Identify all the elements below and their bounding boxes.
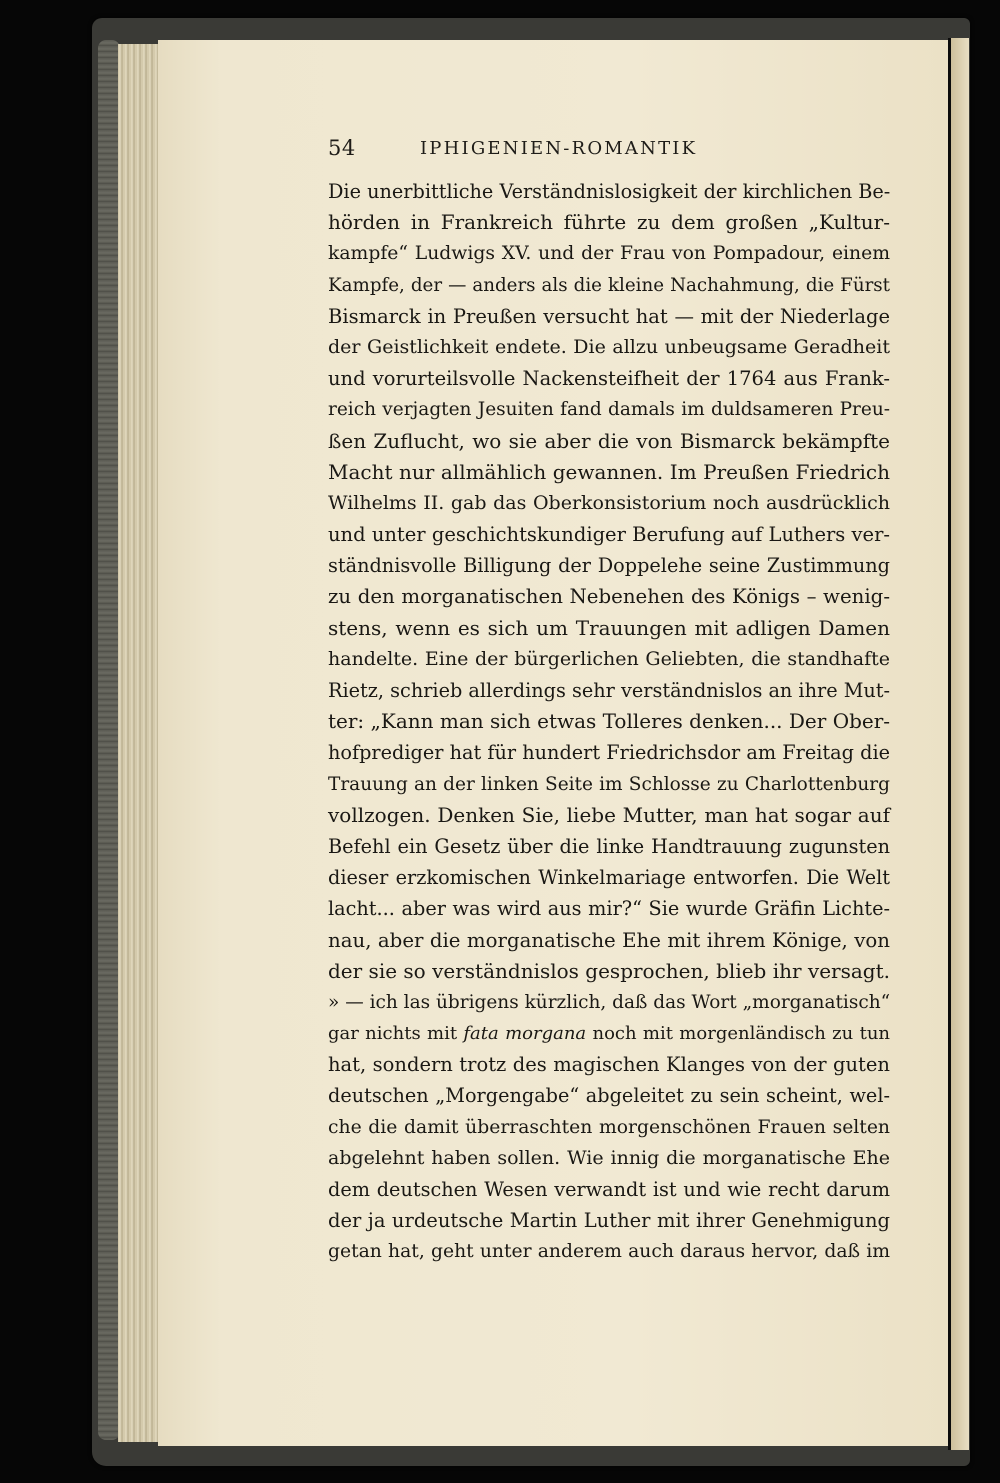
text-line (328, 176, 890, 207)
text-line (328, 862, 890, 893)
running-title: IPHIGENIEN-ROMANTIK (420, 138, 698, 159)
text-segment: der ja urdeutsche Martin Luther mit ihrer Genehmigung (328, 1209, 890, 1233)
text-line (328, 1205, 890, 1236)
text-segment: Befehl ein Gesetz über die linke Handtrauung zugunsten (328, 834, 890, 858)
text-line (328, 1143, 890, 1174)
italic-phrase: fata morgana (463, 1023, 587, 1045)
text-line (328, 426, 890, 457)
text-segment: dieser erzkomischen Winkelmariage entworfen. Die Welt (328, 866, 890, 890)
text-segment: Trauung an der linken Seite im Schlosse zu Charlottenburg (328, 773, 890, 795)
text-segment: » — ich las übrigens kürzlich, daß das Wort „morganatisch“ (328, 991, 891, 1013)
text-line (328, 581, 890, 612)
text-segment: Wilhelms II. gab das Oberkonsistorium noch ausdrücklich (328, 491, 890, 514)
text-segment: lacht... aber was wird aus mir?“ Sie wurde Gräfin Lichte- (328, 897, 890, 921)
text-segment: hofprediger hat für hundert Friedrichsdor am Freitag die (328, 741, 890, 765)
text-segment: noch mit morgenländisch zu tun (586, 1023, 890, 1045)
facing-page-edge (948, 38, 969, 1450)
text-line (328, 987, 890, 1018)
text-line (328, 394, 890, 425)
text-line (328, 363, 890, 394)
text-line (328, 769, 890, 800)
text-segment: reich verjagten Jesuiten fand damals im duldsameren Preu- (328, 399, 890, 421)
text-line (328, 301, 890, 332)
text-line (328, 675, 890, 706)
text-segment: zu den morganatischen Nebenehen des Königs – wenig- (328, 585, 890, 609)
text-line (328, 1080, 890, 1111)
text-segment: vollzogen. Denken Sie, liebe Mutter, man hat sogar auf (328, 802, 890, 827)
text-segment: deutschen „Morgengabe“ abgeleitet zu sein scheint, wel- (328, 1084, 890, 1108)
text-line (328, 737, 890, 768)
text-line (328, 706, 890, 737)
text-segment: ter: „Kann man sich etwas Tolleres denken... Der Ober- (328, 709, 891, 734)
text-segment: Rietz, schrieb allerdings sehr verständnislos an ihre Mut- (328, 679, 891, 702)
text-line (328, 1174, 890, 1205)
text-segment: kampfe“ Ludwigs XV. und der Frau von Pompadour, einem (328, 243, 890, 265)
text-line (328, 1049, 890, 1080)
text-line (328, 1018, 890, 1049)
text-segment: der Geistlichkeit endete. Die allzu unbeugsame Geradheit (328, 335, 890, 358)
text-line (328, 831, 890, 862)
text-line (328, 519, 890, 550)
text-line (328, 1236, 890, 1267)
text-line (328, 270, 890, 301)
text-line (328, 800, 890, 831)
text-line (328, 207, 890, 238)
text-line (328, 457, 890, 488)
text-line (328, 238, 890, 269)
text-segment: che die damit überraschten morgenschönen Frauen selten (328, 1116, 890, 1138)
text-segment: gar nichts mit (328, 1023, 464, 1045)
text-segment: der sie so verständnislos gesprochen, blieb ihr versagt. (328, 958, 890, 983)
text-segment: stens, wenn es sich um Trauungen mit adligen Damen (328, 615, 890, 640)
text-line (328, 644, 890, 675)
body-text (328, 176, 890, 1268)
page-header (328, 128, 888, 164)
text-segment: hat, sondern trotz des magischen Klanges von der guten (328, 1053, 890, 1077)
text-segment: Die unerbittliche Verständnislosigkeit der kirchlichen Be- (328, 180, 891, 203)
text-segment: Bismarck in Preußen versucht hat — mit der Niederlage (328, 304, 890, 328)
text-segment: ßen Zuflucht, wo sie aber die von Bismarck bekämpfte (328, 428, 890, 453)
text-line (328, 613, 890, 644)
text-line (328, 332, 890, 363)
text-segment: dem deutschen Wesen verwandt ist und wie recht darum (328, 1178, 890, 1201)
text-line (328, 488, 890, 519)
page-number: 54 (328, 136, 356, 160)
text-segment: und vorurteilsvolle Nackensteifheit der 1764 aus Frank- (328, 367, 890, 391)
text-line (328, 1112, 890, 1143)
text-segment: nau, aber die morganatische Ehe mit ihrem Könige, von (328, 928, 890, 952)
text-segment: handelte. Eine der bürgerlichen Geliebten, die standhafte (328, 647, 890, 670)
text-segment: und unter geschichtskundiger Berufung auf Luthers ver- (328, 523, 890, 547)
text-segment: Kampfe, der — anders als die kleine Nachahmung, die Fürst (328, 274, 890, 296)
text-segment: ständnisvolle Billigung der Doppelehe seine Zustimmung (328, 554, 890, 578)
text-line (328, 956, 890, 987)
text-line (328, 925, 890, 956)
text-line (328, 893, 890, 924)
book-spine (98, 40, 120, 1440)
text-segment: abgelehnt haben sollen. Wie innig die morganatische Ehe (328, 1146, 890, 1169)
text-segment: getan hat, geht unter anderem auch daraus hervor, daß im (328, 1241, 890, 1263)
text-line (328, 550, 890, 581)
text-segment: hörden in Frankreich führte zu dem großen „Kultur- (328, 210, 890, 235)
text-segment: Macht nur allmählich gewannen. Im Preußen Friedrich (328, 459, 890, 484)
